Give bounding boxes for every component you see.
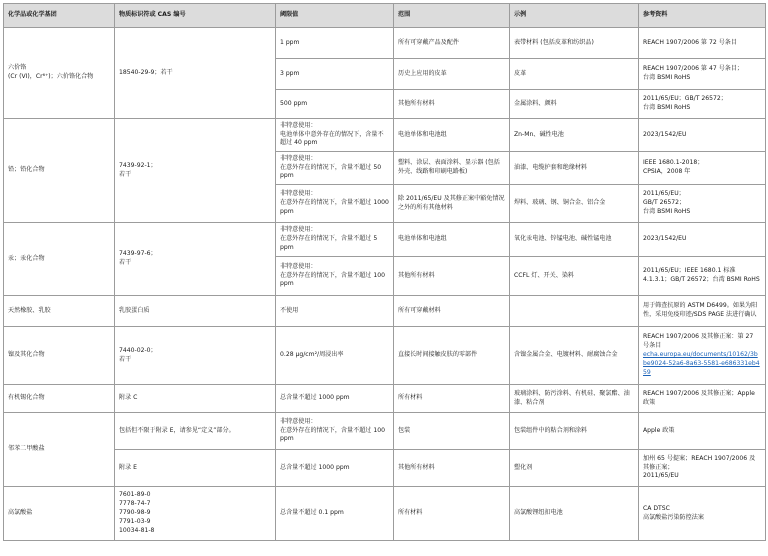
reference-cell: Apple 政策	[639, 413, 766, 450]
example-cell: 包装组件中的粘合剂和涂料	[510, 413, 639, 450]
example-cell: 焊料、玻璃、钢、铜合金、铝合金	[510, 185, 639, 223]
scope-cell: 电池单体和电池组	[394, 119, 510, 152]
threshold-cell: 非特意使用： 在意外存在的情况下，含量不超过 50 ppm	[276, 152, 394, 185]
scope-cell: 其他所有材料	[394, 450, 510, 487]
table-row	[4, 327, 766, 385]
header-substance: 化学品或化学基团	[4, 4, 115, 28]
scope-cell: 其他所有材料	[394, 257, 510, 296]
reference-text: REACH 1907/2006 及其修正案：第 27 号条目	[643, 333, 754, 350]
threshold-cell: 1 ppm	[276, 28, 394, 59]
example-cell: 表带材料 (包括皮革和纺织品)	[510, 28, 639, 59]
example-cell: 高氯酸锂纽扣电池	[510, 487, 639, 541]
threshold-cell: 不使用	[276, 296, 394, 327]
reference-cell: 2011/65/EU；IEEE 1680.1 标准 4.1.3.1；GB/T 26572；台湾 BSMI RoHS	[639, 257, 766, 296]
reference-cell: REACH 1907/2006 第 47 号条目； 台湾 BSMI RoHS	[639, 59, 766, 90]
example-cell: 氧化汞电池、锌锰电池、碱性锰电池	[510, 223, 639, 257]
reference-cell: 2011/65/EU；GB/T 26572； 台湾 BSMI RoHS	[639, 90, 766, 119]
scope-cell: 其他所有材料	[394, 90, 510, 119]
substance-cell: 天然橡胶、乳胶	[4, 296, 115, 327]
header-row	[4, 4, 766, 28]
threshold-cell: 500 ppm	[276, 90, 394, 119]
echa-document-link[interactable]: echa.europa.eu/documents/10162/3bbe9024-52a6-8a63-5581-e686331eb459	[643, 351, 760, 376]
substance-cell: 邻苯二甲酸盐	[4, 413, 115, 487]
example-cell: 玻璃涂料、防污涂料、有机硅、聚氯酯、油漆、粘合剂	[510, 385, 639, 413]
cas-cell: 附录 E	[115, 450, 276, 487]
threshold-cell: 3 ppm	[276, 59, 394, 90]
reference-cell: 2023/1542/EU	[639, 223, 766, 257]
substance-cell: 六价铬 (Cr (VI)，Cr⁶⁺)；六价铬化合物	[4, 28, 115, 119]
substance-cell: 镍及其化合物	[4, 327, 115, 385]
scope-cell: 直接长时间接触皮肤的零部件	[394, 327, 510, 385]
threshold-cell: 非特意使用： 在意外存在的情况下，含量不超过 1000 ppm	[276, 185, 394, 223]
table-row	[4, 413, 766, 450]
scope-cell: 所有材料	[394, 487, 510, 541]
table-row	[4, 296, 766, 327]
cas-cell: 7440-02-0； 若干	[115, 327, 276, 385]
cas-cell: 7439-92-1； 若干	[115, 119, 276, 223]
substance-cell: 汞；汞化合物	[4, 223, 115, 296]
scope-cell: 除 2011/65/EU 及其修正案中豁免情况之外的所有其他材料	[394, 185, 510, 223]
header-cas: 物质标识符或 CAS 编号	[115, 4, 276, 28]
cas-cell: 乳胶蛋白质	[115, 296, 276, 327]
threshold-cell: 总含量不超过 1000 ppm	[276, 450, 394, 487]
restricted-substances-table	[3, 3, 766, 541]
threshold-cell: 总含量不超过 0.1 ppm	[276, 487, 394, 541]
threshold-cell: 0.28 μg/cm²/周浸出率	[276, 327, 394, 385]
example-cell: Zn-Mn、碱性电池	[510, 119, 639, 152]
reference-cell: 用于筛查抗原的 ASTM D6499。如果为阳性，采用免疫印迹/SDS PAGE 法进行确认	[639, 296, 766, 327]
example-cell: 含镍金属合金、电镀材料、耐腐蚀合金	[510, 327, 639, 385]
table-row	[4, 119, 766, 152]
table-row	[4, 450, 766, 487]
example-cell: CCFL 灯、开关、染料	[510, 257, 639, 296]
substance-cell: 铅；铅化合物	[4, 119, 115, 223]
example-cell: 金属涂料、颜料	[510, 90, 639, 119]
substance-cell: 高氯酸盐	[4, 487, 115, 541]
reference-cell: 2011/65/EU； GB/T 26572； 台湾 BSMI RoHS	[639, 185, 766, 223]
header-example: 示例	[510, 4, 639, 28]
scope-cell: 所有材料	[394, 385, 510, 413]
reference-cell: REACH 1907/2006 及其修正案；Apple 政策	[639, 385, 766, 413]
reference-cell: IEEE 1680.1-2018； CPSIA，2008 年	[639, 152, 766, 185]
threshold-cell: 非特意使用： 电池单体中意外存在的情况下，含量不超过 40 ppm	[276, 119, 394, 152]
table-row	[4, 223, 766, 257]
example-cell	[510, 296, 639, 327]
table-row	[4, 385, 766, 413]
reference-cell: 2023/1542/EU	[639, 119, 766, 152]
threshold-cell: 非特意使用： 在意外存在的情况下，含量不超过 5 ppm	[276, 223, 394, 257]
header-scope: 范围	[394, 4, 510, 28]
table-row	[4, 28, 766, 59]
scope-cell: 电池单体和电池组	[394, 223, 510, 257]
example-cell: 油漆、电缆护套和绝缘材料	[510, 152, 639, 185]
cas-cell: 7439-97-6； 若干	[115, 223, 276, 296]
example-cell: 塑化剂	[510, 450, 639, 487]
substance-cell: 有机锡化合物	[4, 385, 115, 413]
scope-cell: 历史上应用的皮革	[394, 59, 510, 90]
scope-cell: 塑料、涂层、表面涂料、显示器 (包括外壳、线路和印刷电路板)	[394, 152, 510, 185]
threshold-cell: 非特意使用： 在意外存在的情况下，含量不超过 100 ppm	[276, 257, 394, 296]
scope-cell: 所有可穿戴产品及配件	[394, 28, 510, 59]
scope-cell: 所有可穿戴材料	[394, 296, 510, 327]
threshold-cell: 总含量不超过 1000 ppm	[276, 385, 394, 413]
reference-cell: REACH 1907/2006 第 72 号条目	[639, 28, 766, 59]
header-reference: 参考资料	[639, 4, 766, 28]
cas-cell: 附录 C	[115, 385, 276, 413]
reference-cell: CA DTSC 高氯酸盐污染防控法案	[639, 487, 766, 541]
threshold-cell: 非特意使用： 在意外存在的情况下，含量不超过 100 ppm	[276, 413, 394, 450]
header-threshold: 阈限值	[276, 4, 394, 28]
cas-cell: 7601-89-0 7778-74-7 7790-98-9 7791-03-9 10034-81-8	[115, 487, 276, 541]
reference-cell	[639, 327, 766, 385]
example-cell: 皮革	[510, 59, 639, 90]
reference-cell: 加州 65 号提案；REACH 1907/2006 及其修正案； 2011/65/EU	[639, 450, 766, 487]
cas-cell: 包括但不限于附录 E，请参见“定义”部分。	[115, 413, 276, 450]
scope-cell: 包装	[394, 413, 510, 450]
cas-cell: 18540-29-9；若干	[115, 28, 276, 119]
table-row	[4, 487, 766, 541]
